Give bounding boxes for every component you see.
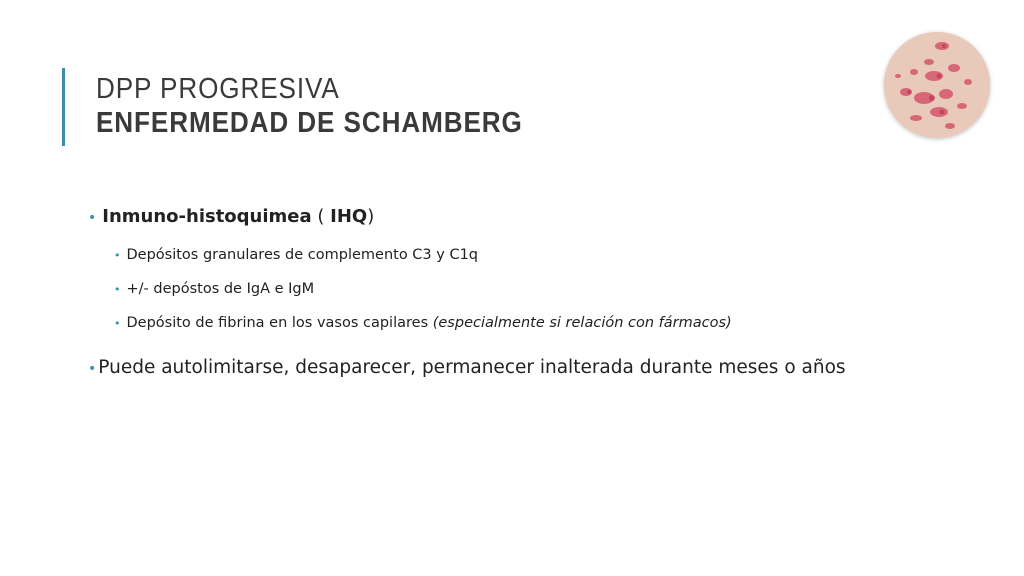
bullet-list [88, 206, 988, 378]
title-line-1: DPP PROGRESIVA [96, 73, 340, 105]
bullet-ihq [88, 206, 988, 227]
slide-title [96, 72, 570, 140]
title-line-2: ENFERMEDAD DE SCHAMBERG [96, 107, 523, 139]
skin-rash-image [884, 32, 990, 138]
sub-bullet-3 [114, 315, 988, 331]
sub-bullet-text: Depósito de fibrina en los vasos capilares [126, 315, 433, 331]
ihq-bold-label: Inmuno-histoquimea [102, 206, 312, 227]
skin-rash-photo [884, 32, 990, 138]
bullet-dot-icon: • [114, 317, 121, 330]
bullet-dot-icon: • [114, 249, 121, 262]
sub-bullet-text: +/- depóstos de IgA e IgM [126, 281, 315, 297]
title-accent-bar [62, 68, 65, 146]
bullet-evolution [88, 357, 988, 378]
sub-bullet-1 [114, 247, 988, 263]
sub-bullet-text: Depósitos granulares de complemento C3 y C1q [126, 247, 478, 263]
bullet-dot-icon: • [88, 210, 97, 226]
ihq-paren-close: ) [367, 206, 375, 227]
evolution-text: Puede autolimitarse, desaparecer, permanecer inalterada durante meses o años [98, 357, 846, 378]
sub-bullet-italic-note: (especialmente si relación con fármacos) [432, 315, 732, 331]
ihq-abbrev: IHQ [330, 206, 368, 227]
bullet-dot-icon: • [88, 361, 97, 377]
sub-bullet-2 [114, 281, 988, 297]
bullet-dot-icon: • [114, 283, 121, 296]
ihq-paren-open: ( [311, 206, 331, 227]
